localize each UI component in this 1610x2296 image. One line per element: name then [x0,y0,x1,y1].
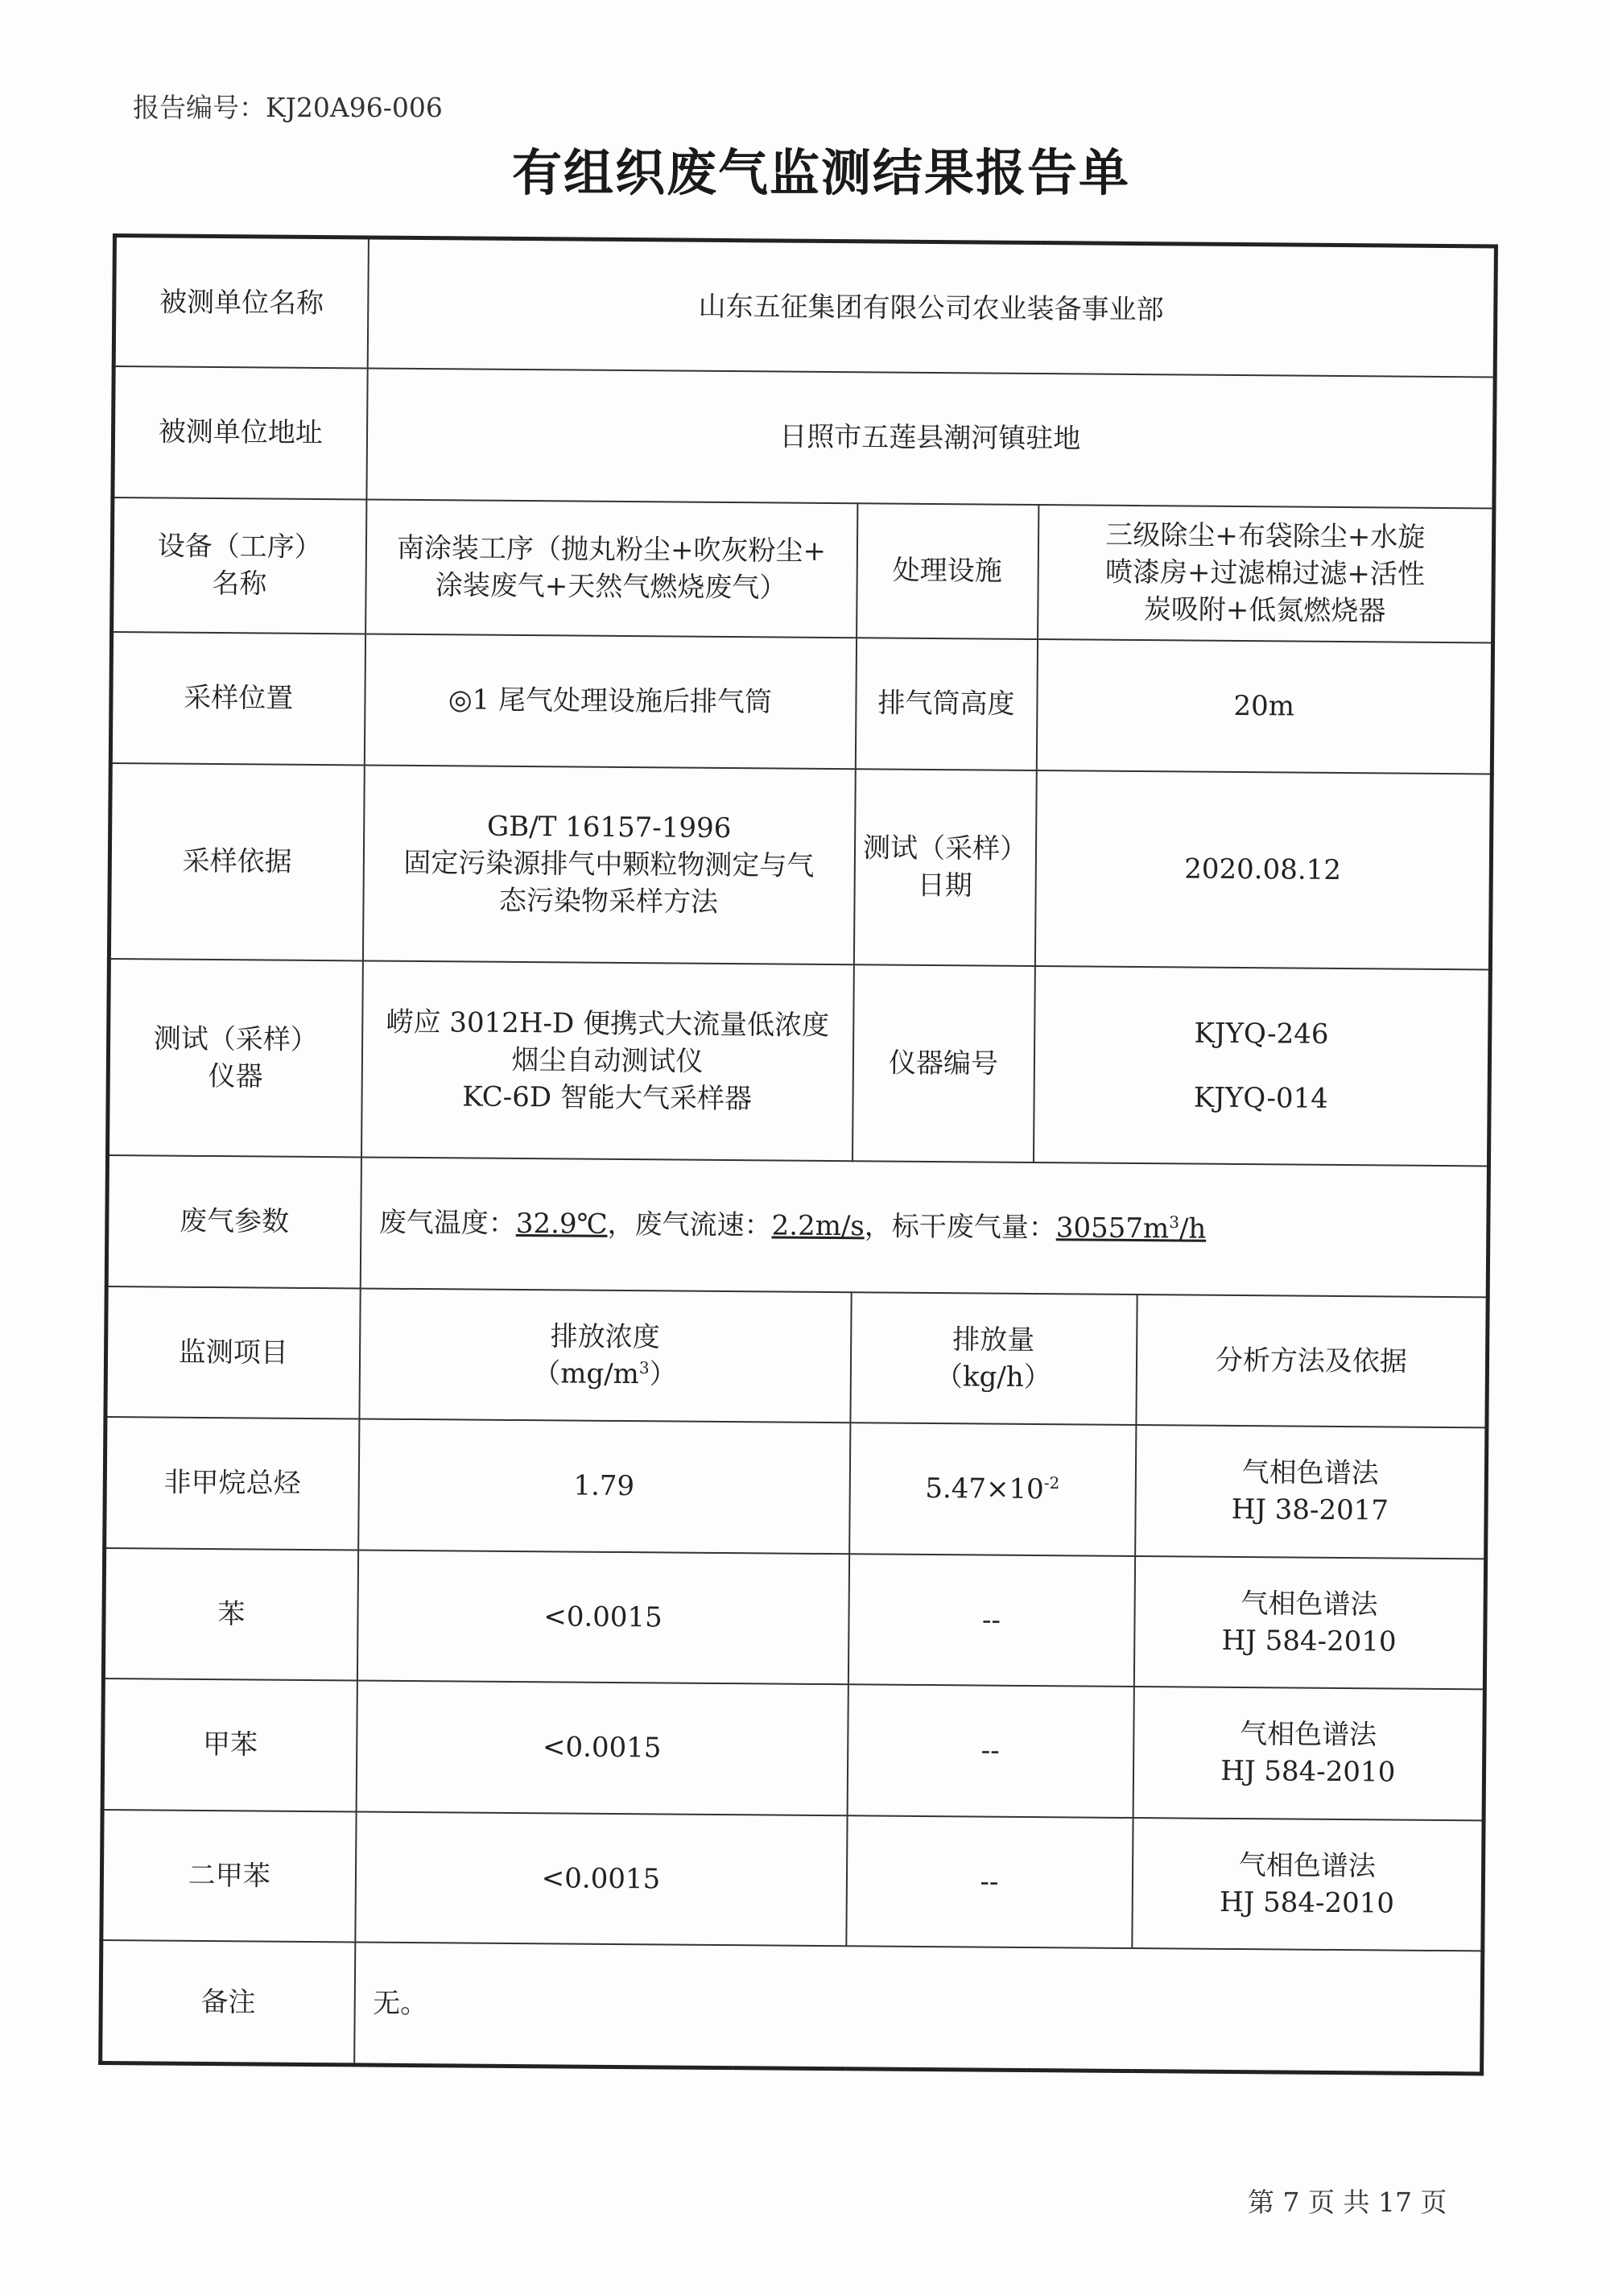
unit-address-label: 被测单位地址 [113,366,367,499]
instrument-id-value [1033,966,1490,1166]
method-value [1135,1425,1487,1559]
equipment-value-line: 南涂装工序（抛丸粉尘+吹灰粉尘+ [396,532,827,568]
gas-params-value [360,1158,1488,1297]
instrument-id-label: 仪器编号 [852,965,1034,1163]
gas-flow-value [1056,1212,1207,1245]
method-value [1133,1556,1485,1690]
gas-velocity-label: 废气流速： [634,1208,772,1242]
equipment-label [112,498,366,634]
instrument-label-line: 测试（采样） [153,1022,319,1057]
rate-value [846,1815,1133,1948]
table-row [114,236,1496,378]
method-value [1133,1687,1484,1820]
instrument-line: 崂应 3012H-D 便携式大流量低浓度 [386,1006,830,1043]
col-header-item: 监测项目 [105,1286,360,1419]
col-header-concentration [359,1288,851,1423]
sampling-basis-line: 固定污染源排气中颗粒物测定与气 [403,847,815,883]
concentration-unit-text: ） [649,1358,677,1391]
facility-value-line: 炭吸附+低氮燃烧器 [1143,593,1386,628]
gas-temp-label: 废气温度： [378,1206,517,1241]
gas-flow-label: 标干废气量： [891,1210,1056,1245]
concentration-unit-exponent: 3 [638,1357,650,1377]
sampling-position-value: ◎1 尾气处理设施后排气筒 [364,634,856,769]
instrument-value [361,961,853,1162]
table-row [102,1679,1484,1820]
table-row [106,1155,1488,1297]
facility-value-line: 三级除尘+布袋除尘+水旋 [1105,518,1426,555]
table-row [109,763,1492,970]
rate-base: 5.47×10 [925,1472,1044,1506]
table-row [103,1548,1485,1690]
equipment-label-line: 设备（工序） [157,530,322,564]
unit-name-label: 被测单位名称 [114,236,368,369]
rate-value [847,1684,1133,1817]
remarks-value: 无。 [354,1943,1483,2074]
gas-temp-value: 32.9℃ [515,1208,608,1241]
stack-height-label: 排气筒高度 [855,638,1037,770]
table-row [110,632,1492,774]
method-standard: HJ 584-2010 [1220,1755,1396,1789]
table-row [101,1810,1484,1951]
rate-value [848,1554,1134,1687]
test-date-label [853,769,1036,967]
rate-unit: （kg/h） [935,1360,1051,1394]
instrument-id: KJYQ-246 [1194,1017,1329,1051]
item-name: 非甲烷总烃 [105,1417,359,1550]
method-line: 气相色谱法 [1241,1587,1378,1621]
rate-exponent: -2 [1043,1473,1060,1493]
item-name: 苯 [103,1548,357,1681]
instrument-id: KJYQ-014 [1193,1081,1328,1116]
facility-label: 处理设施 [857,503,1038,639]
page-number: 第 7 页 共 17 页 [1248,2187,1447,2218]
col-header-method: 分析方法及依据 [1136,1295,1488,1428]
gas-flow-number: 30557m [1055,1212,1170,1245]
item-name: 甲苯 [102,1679,357,1811]
concentration-unit-text: （mg/m [533,1357,640,1391]
method-standard: HJ 584-2010 [1221,1624,1397,1658]
concentration-value: <0.0015 [356,1681,848,1815]
page-title: 有组织废气监测结果报告单 [511,143,1130,202]
facility-value [1038,505,1494,643]
separator: ， [607,1208,635,1241]
method-line: 气相色谱法 [1241,1456,1379,1490]
facility-value-line: 喷漆房+过滤棉过滤+活性 [1104,555,1426,592]
instrument-label [108,959,363,1157]
sampling-standard: GB/T 16157-1996 [486,811,732,845]
report-sheet [98,233,1494,2075]
report-number-label: 报告编号： [133,92,266,123]
rate-base: -- [980,1734,1000,1768]
instrument-line: 烟尘自动测试仪 [511,1044,704,1078]
sampling-basis-label: 采样依据 [109,763,364,961]
sampling-basis-line: 态污染物采样方法 [498,885,719,919]
col-header-rate [850,1292,1137,1425]
gas-flow-unit: /h [1179,1212,1207,1246]
equipment-label-line: 名称 [212,568,267,601]
method-standard: HJ 584-2010 [1219,1885,1395,1920]
gas-flow-exponent: 3 [1169,1212,1180,1233]
sampling-position-label: 采样位置 [110,632,365,765]
method-standard: HJ 38-2017 [1231,1493,1389,1527]
table-row [105,1417,1487,1559]
report-number [133,87,443,125]
sampling-basis-value [362,765,855,965]
unit-name-value: 山东五征集团有限公司农业装备事业部 [367,237,1496,377]
method-value [1132,1818,1484,1951]
instrument-line: KC-6D 智能大气采样器 [462,1080,753,1116]
rate-value [849,1423,1136,1555]
test-date-label-line: 日期 [917,869,972,902]
concentration-header-line: 排放浓度 [550,1320,660,1354]
table-row [112,498,1494,643]
report-number-value: KJ20A96-006 [266,92,443,123]
instrument-label-line: 仪器 [208,1060,263,1093]
concentration-value: <0.0015 [357,1550,848,1684]
remarks-label: 备注 [101,1940,355,2065]
unit-address-value: 日照市五莲县潮河镇驻地 [366,368,1495,507]
concentration-unit [366,1353,843,1394]
method-line: 气相色谱法 [1238,1848,1377,1883]
equipment-value-line: 涂装废气+天然气燃烧废气） [435,569,787,605]
separator: ， [864,1210,892,1243]
rate-header-line: 排放量 [952,1324,1035,1357]
test-date-label-line: 测试（采样） [862,832,1028,866]
rate-base: -- [980,1865,999,1898]
rate-base: -- [981,1604,1001,1637]
table-row [113,366,1495,508]
item-name: 二甲苯 [101,1810,356,1943]
table-header-row [105,1286,1488,1428]
concentration-value: <0.0015 [355,1811,847,1946]
concentration-value: 1.79 [358,1419,850,1554]
test-date-value: 2020.08.12 [1034,770,1492,970]
gas-velocity-value: 2.2m/s [771,1209,865,1243]
equipment-value [365,499,857,638]
gas-params-label: 废气参数 [106,1155,361,1288]
table-row [101,1940,1483,2074]
table-row [108,959,1491,1166]
method-line: 气相色谱法 [1239,1718,1377,1752]
stack-height-value: 20m [1036,639,1492,774]
report-table [98,233,1498,2075]
